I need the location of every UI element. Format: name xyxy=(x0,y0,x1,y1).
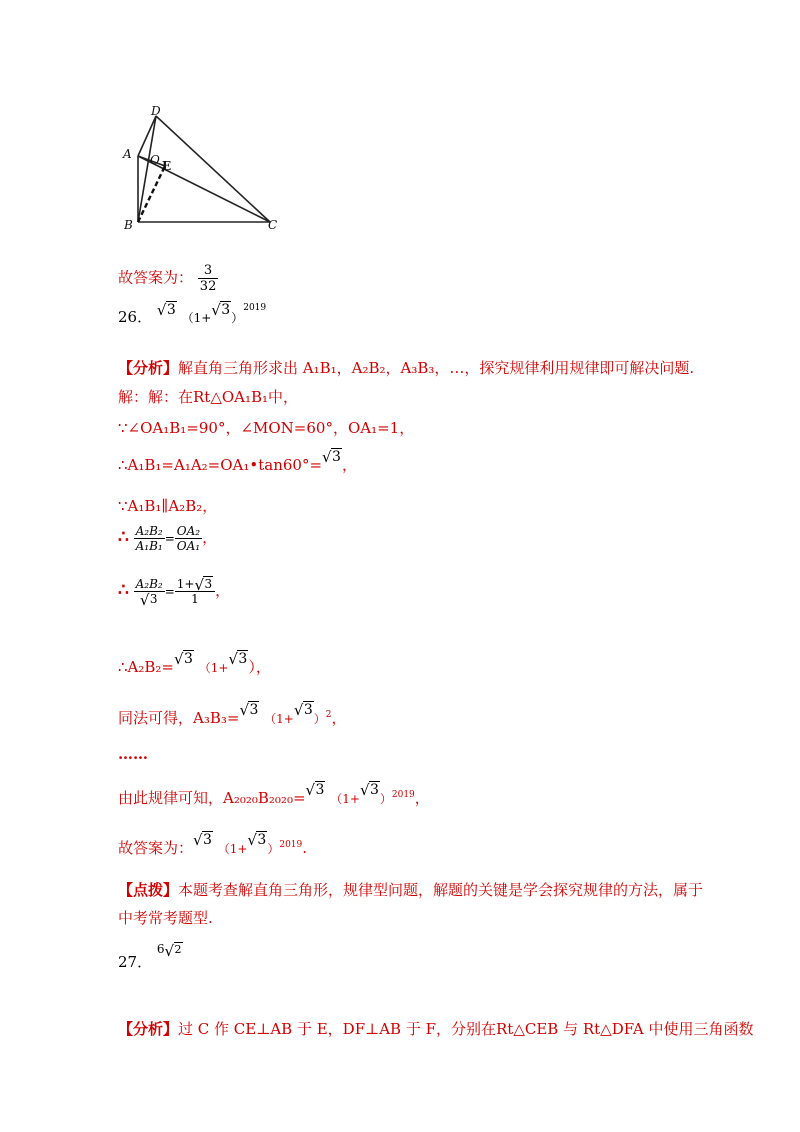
sqrt: √ 2 xyxy=(165,943,183,956)
question-number: 26． xyxy=(118,308,153,326)
ellipsis: …… xyxy=(118,745,148,763)
paren-close: ） xyxy=(379,792,392,806)
line-text: ∴A₁B₁=A₁A₂=OA₁•tan60°= xyxy=(118,456,323,474)
label-E: E xyxy=(162,159,172,173)
sqrt: √ 3 xyxy=(239,702,259,718)
sqrt: √ 3 xyxy=(193,832,213,848)
sqrt: √ 3 xyxy=(247,832,267,848)
solution-line-8 xyxy=(118,782,430,808)
comma: ， xyxy=(414,789,430,807)
exponent: 2 xyxy=(325,710,332,720)
solution-line-6 xyxy=(118,651,271,677)
line-text: ∴A₂B₂= xyxy=(118,658,174,676)
paren-close: ） xyxy=(231,311,244,325)
exponent: 2019 xyxy=(391,790,415,800)
comma: ， xyxy=(215,581,231,600)
paren-open: （1+ xyxy=(181,311,212,325)
answer-25 xyxy=(118,263,218,294)
solution-line-1: ∵∠OA₁B₁=90°，∠MON=60°，OA₁=1， xyxy=(118,419,415,437)
sqrt: √ 3 xyxy=(306,782,326,798)
line-text: 由此规律可知，A₂₀₂₀B₂₀₂₀= xyxy=(118,789,306,807)
comment-text: 本题考查解直角三角形，规律型问题，解题的关键是学会探究规律的方法，属于 xyxy=(178,881,704,899)
paren-open: （1+ xyxy=(198,661,229,675)
equals: = xyxy=(164,531,175,546)
sqrt: √ 3 xyxy=(360,782,380,798)
label-D: D xyxy=(151,104,161,118)
exponent: 2019 xyxy=(243,303,267,313)
fraction-left: $\frac{\text{A₂B₂}}{\text{A₁B₁}}$ xyxy=(135,524,163,553)
fraction-right: $\frac{1+√ 3}{1}$ xyxy=(175,577,215,606)
paren-open: （1+ xyxy=(264,712,294,726)
paren-close: ） xyxy=(267,842,280,856)
comment-26-cont: 中考常考题型. xyxy=(118,909,213,927)
sqrt: √ 3 xyxy=(157,302,177,318)
sqrt: √ 3 xyxy=(211,302,231,318)
solution-line-4 xyxy=(118,524,217,553)
solution-line-5 xyxy=(118,577,230,606)
fraction-right: $\frac{\text{OA₂}}{\text{OA₁}}$ xyxy=(176,524,201,553)
sqrt: √ 3 xyxy=(322,449,342,465)
question-number: 27． xyxy=(118,953,153,971)
comma: ， xyxy=(202,528,218,547)
label-A: A xyxy=(123,147,132,161)
label-C: C xyxy=(268,218,278,232)
sqrt: √ 3 xyxy=(294,702,314,718)
solution-line-3: ∵A₁B₁∥A₂B₂， xyxy=(118,497,218,515)
therefore: ∴ xyxy=(118,580,129,601)
fraction-left: A₂B₂ √ 3 xyxy=(134,577,165,606)
sqrt: √ 3 xyxy=(174,651,194,667)
period: . xyxy=(302,839,308,857)
comment-26 xyxy=(118,879,703,900)
label-O: O xyxy=(150,153,160,167)
geometry-figure xyxy=(118,104,288,234)
analysis-26 xyxy=(118,357,694,378)
line-text: 故答案为： xyxy=(118,839,194,857)
final-answer-26 xyxy=(118,832,308,858)
analysis-text: 解直角三角形求出 A₁B₁，A₂B₂，A₃B₃，…，探究规律利用规律即可解决问题. xyxy=(178,359,695,377)
paren-open: （1+ xyxy=(217,842,248,856)
analysis-tag: 【分析】 xyxy=(118,359,179,377)
therefore: ∴ xyxy=(118,527,129,548)
equals: = xyxy=(164,584,175,599)
paren-close: ）， xyxy=(248,658,271,676)
answer-prefix: 故答案为： xyxy=(118,268,194,287)
answer-fraction xyxy=(198,263,219,294)
sqrt: √ 3 xyxy=(228,651,248,667)
paren-close: ） xyxy=(313,712,326,726)
exponent: 2019 xyxy=(279,840,303,850)
paren-open: （1+ xyxy=(330,792,360,806)
analysis-tag: 【分析】 xyxy=(118,1020,179,1038)
analysis-text: 过 C 作 CE⊥AB 于 E，DF⊥AB 于 F，分别在Rt△CEB 与 Rt△DFA 中使用三角函数 xyxy=(178,1020,754,1038)
line-text: 同法可得，A₃B₃= xyxy=(118,709,240,727)
question-27-answer xyxy=(118,942,183,971)
solution-line-7 xyxy=(118,702,347,728)
comment-tag: 【点拨】 xyxy=(118,881,179,899)
line-text: ， xyxy=(341,456,357,474)
coefficient: 6 xyxy=(156,942,165,956)
question-26-answer xyxy=(118,302,267,327)
solution-line-2 xyxy=(118,449,357,475)
label-B: B xyxy=(124,218,133,232)
fraction-denominator: 32 xyxy=(199,279,217,294)
comma: ， xyxy=(331,709,347,727)
analysis-27 xyxy=(118,1018,753,1039)
fraction-numerator: 3 xyxy=(198,263,219,279)
solution-intro: 解：解：在Rt△OA₁B₁中， xyxy=(118,388,299,406)
